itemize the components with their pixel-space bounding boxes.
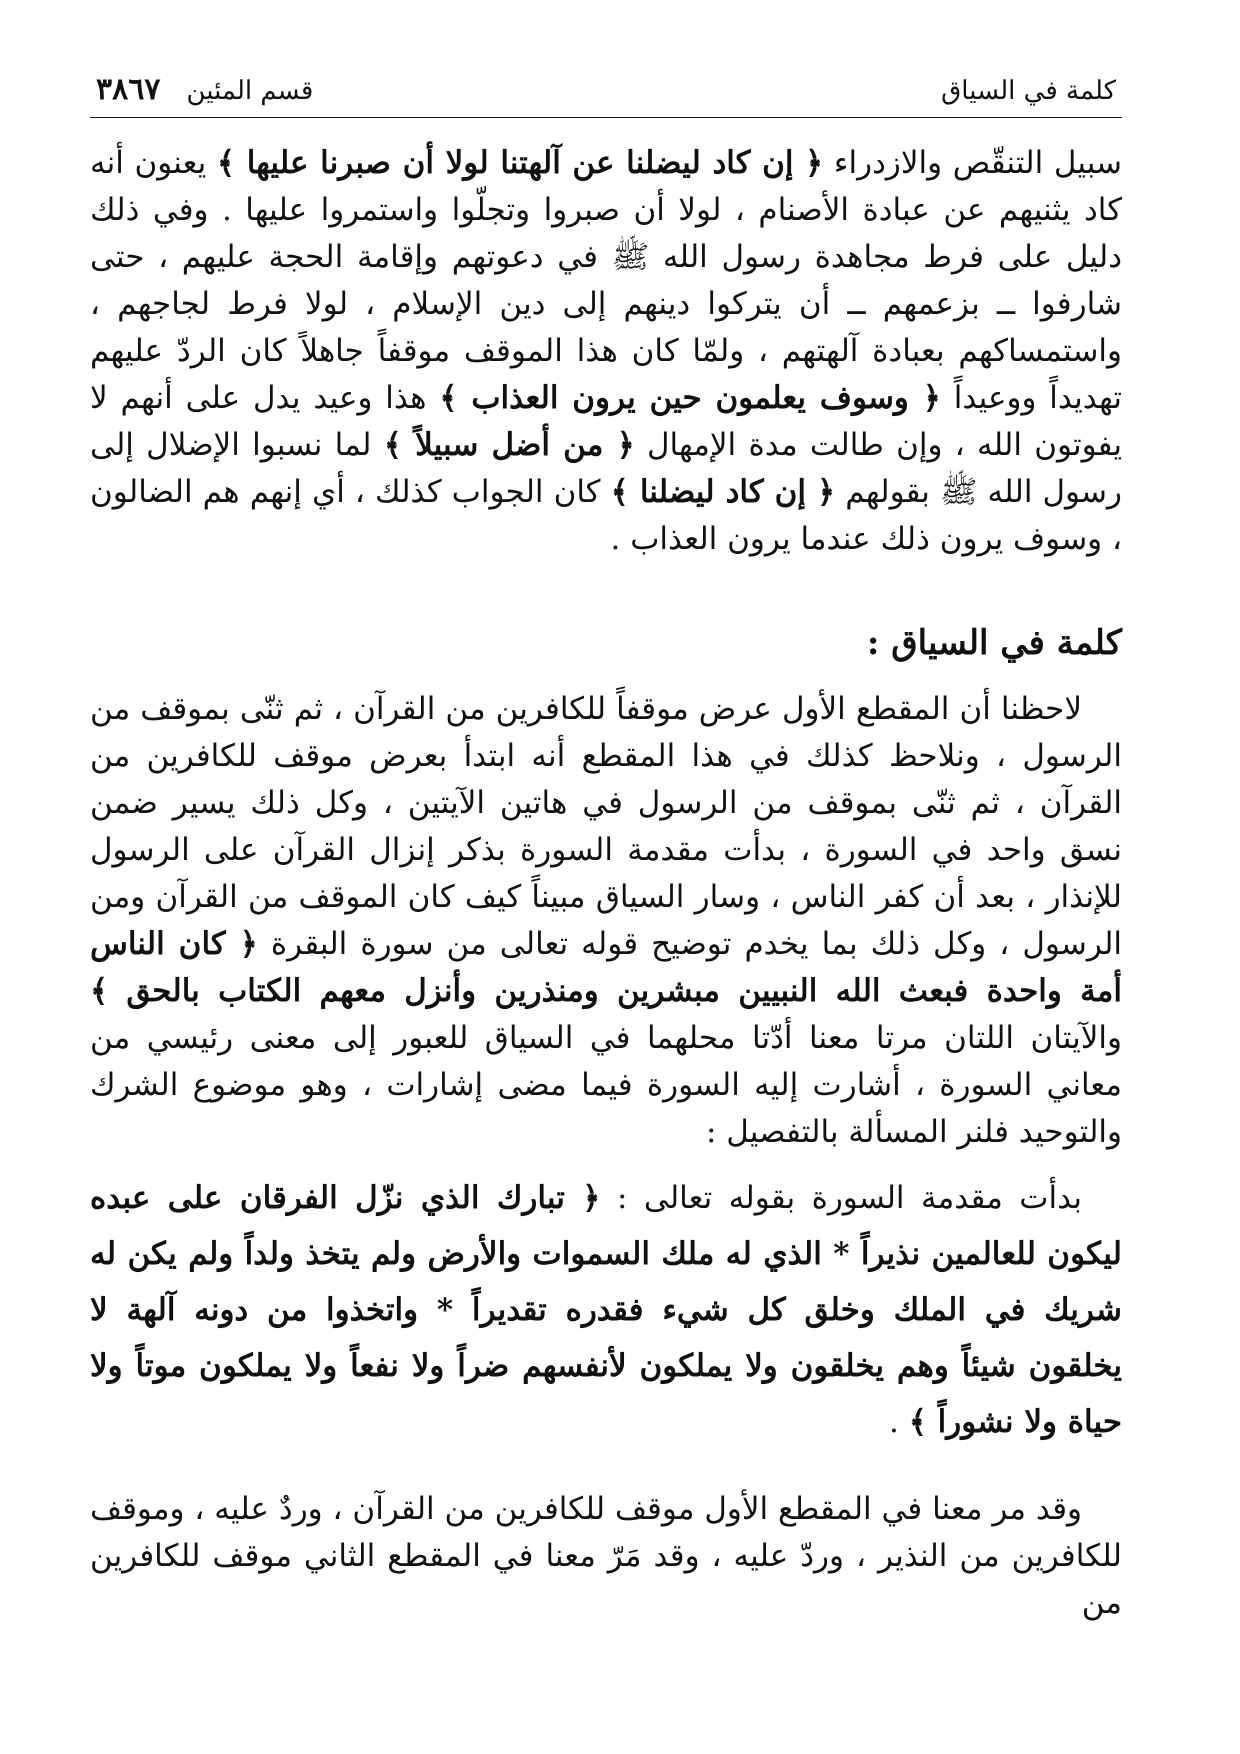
paragraph-1-text-3: هذا وعيد يدل على أنهم لا يفوتون الله ، وإن طالت مدة الإمهال (90, 380, 1122, 463)
paragraph-2 (90, 686, 1122, 1156)
quran-quote-1: ﴿ إن كاد ليضلنا عن آلهتنا لولا أن صبرنا عليها ﴾ (216, 145, 824, 181)
paragraph-3-text-1: بدأت مقدمة السورة بقوله تعالى : (616, 1180, 1082, 1216)
paragraph-1-text-1: سبيل التنقّص والازدراء (833, 145, 1123, 181)
paragraph-2-text-1: لاحظنا أن المقطع الأول عرض موقفاً للكافرين من القرآن ، ثم ثنّى بموقف من الرسول ، ونلاحظ كذلك في هذا المقطع أنه ابتدأ بعرض موقف للكافرين من القرآن ، ثم ثنّى بموقف من الرسول في هاتين الآيتين ، وكل ذلك يسير ضمن نسق واحد في السورة ، بدأت مقدمة السورة بذكر إنزال القرآن على الرسول للإنذار ، بعد أن كفر الناس ، وسار السياق مبيناً كيف كان الموقف من القرآن ومن الرسول ، وكل ذلك بما يخدم توضيح قوله تعالى من سورة البقرة (90, 691, 1122, 962)
section-heading: كلمة في السياق : (866, 623, 1122, 663)
paragraph-1 (90, 140, 1122, 563)
paragraph-1-text-4: لما نسبوا الإضلال إلى رسول الله ﷺ بقولهم (90, 427, 1123, 510)
quran-quote-2: ﴿ وسوف يعلمون حين يرون العذاب ﴾ (439, 380, 941, 416)
paragraph-2-text-2: والآيتان اللتان مرتا معنا أدّتا محلهما في السياق للعبور إلى معنى رئيسي من معاني السورة ، أشارت إليه السورة فيما مضى إشارات ، وهو موضوع الشرك والتوحيد فلنر المسألة بالتفصيل : (90, 1020, 1122, 1150)
quran-quote-5: ﴿ كان الناس أمة واحدة فبعث الله النبيين مبشرين ومنذرين وأنزل معهم الكتاب بالحق ﴾ (90, 926, 1122, 1009)
paragraph-3-text-2: . (889, 1404, 899, 1440)
paragraph-3 (90, 1170, 1122, 1450)
quran-quote-3: ﴿ من أضل سبيلاً ﴾ (383, 427, 635, 463)
paragraph-4 (90, 1486, 1122, 1627)
page-header (90, 70, 1122, 118)
page-number: ٣٨٦٧ (96, 72, 161, 107)
paragraph-1-text-2: يعنون أنه كاد يثنيهم عن عبادة الأصنام ، لولا أن صبروا وتجلّوا واستمروا عليها . وفي ذلك دليل على فرط مجاهدة رسول الله ﷺ في دعوتهم وإقامة الحجة عليهم ، حتى شارفوا ــ بزعمهم ــ أن يتركوا دينهم إلى دين الإسلام ، لولا فرط لجاجهم ، واستمساكهم بعبادة آلهتهم ، ولمّا كان هذا الموقف موقفاً جاهلاً كان الردّ عليهم تهديداً ووعيداً (90, 145, 1122, 416)
quran-quote-6: ﴿ تبارك الذي نزّل الفرقان على عبده ليكون للعالمين نذيراً * الذي له ملك السموات والأرض ولم يتخذ ولداً ولم يكن له شريك في الملك وخلق كل شيء فقدره تقديراً * واتخذوا من دونه آلهة لا يخلقون شيئاً وهم يخلقون ولا يملكون لأنفسهم ضراً ولا نفعاً ولا يملكون موتاً ولا حياة ولا نشوراً ﴾ (90, 1180, 1122, 1440)
quran-quote-4: ﴿ إن كاد ليضلنا ﴾ (610, 474, 836, 510)
book-page (90, 70, 1122, 1627)
volume-label: قسم المئين (186, 76, 314, 106)
paragraph-1-text-5: كان الجواب كذلك ، أي إنهم هم الضالون ، وسوف يرون ذلك عندما يرون العذاب . (90, 474, 1122, 557)
paragraph-4-text-1: وقد مر معنا في المقطع الأول موقف للكافرين من القرآن ، وردٌ عليه ، وموقف للكافرين من النذير ، وردّ عليه ، وقد مَرّ معنا في المقطع الثاني موقف للكافرين من (90, 1491, 1122, 1621)
header-left-group (96, 70, 313, 111)
running-title: كلمة في السياق (941, 76, 1116, 106)
